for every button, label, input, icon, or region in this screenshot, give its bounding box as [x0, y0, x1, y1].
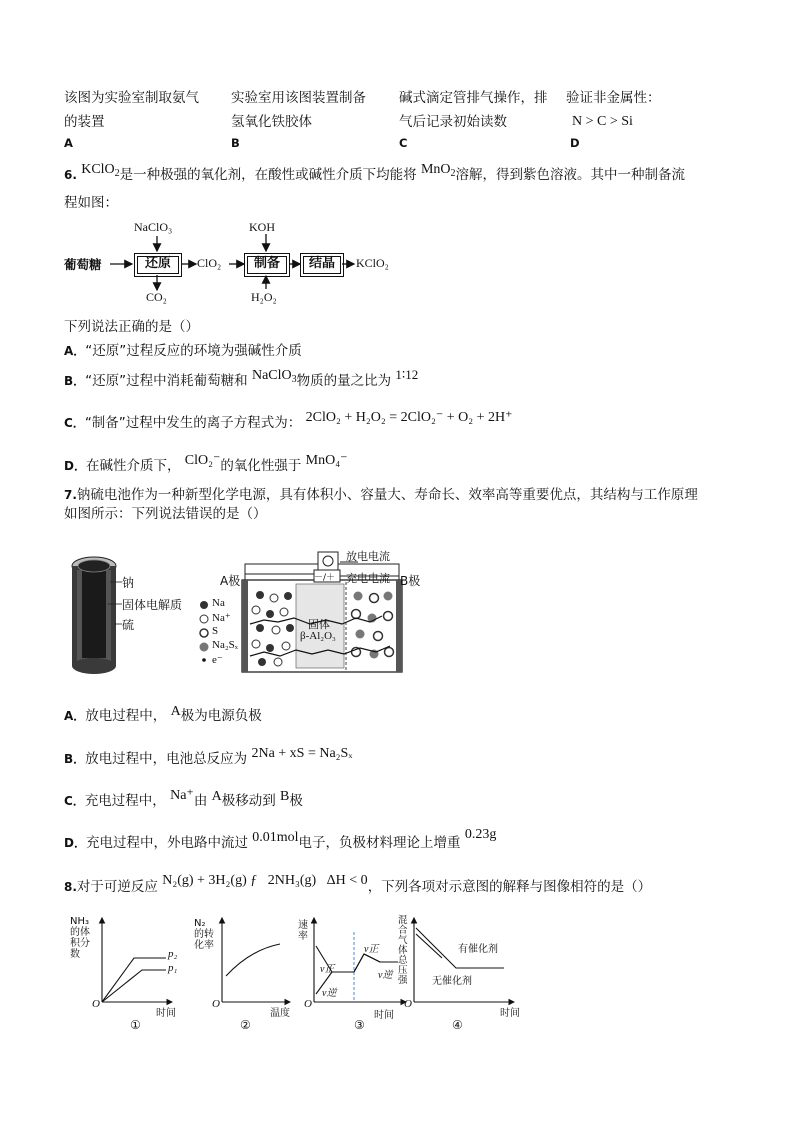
q7-charge-label: 充电电流	[346, 572, 390, 585]
q7-option-c-text4: 极	[289, 793, 303, 809]
q5-option-d-line2: N > C > Si	[572, 114, 633, 129]
q6-flow-mid: ClO₂	[197, 256, 222, 270]
q5-option-d	[566, 86, 736, 150]
q6-flow-step3-label: 结晶	[308, 256, 335, 271]
q8-graph3-caption: ③	[354, 1018, 365, 1032]
q7-label-electrolyte: 固体电解质	[122, 598, 183, 612]
q8-graph3-label-vz1: v正	[320, 964, 335, 975]
q5-option-c	[399, 86, 569, 150]
q7-legend-electron: e⁻	[212, 654, 223, 666]
q6-flow-step1	[134, 253, 182, 277]
q7-legend-na: Na	[212, 597, 225, 609]
q6-flow-end: KClO₂	[356, 256, 389, 270]
q7-legend-na2sx: Na₂Sₓ	[212, 639, 238, 651]
q6-option-d	[64, 455, 348, 478]
q7-label-na: 钠	[122, 576, 135, 590]
q7-option-d-text: 充电过程中，外电路中流过	[85, 835, 248, 851]
q5-option-b-line1: 实验室用该图装置制备	[231, 90, 366, 106]
q8-graph1-caption: ①	[130, 1018, 141, 1032]
q8-graph4-origin: O	[404, 998, 412, 1010]
q6-formula-kclo2-sub: 2	[114, 168, 120, 179]
q8-graph2-xlabel: 温度	[270, 1008, 290, 1019]
q6-option-b-text2: 物质的量之比为	[296, 373, 392, 389]
q8-graphs	[64, 910, 544, 1035]
q6-option-b-label: B．	[64, 374, 86, 388]
q7-option-d	[64, 827, 497, 855]
q6-text-d: 溶解，得到紫色溶液。其中一种制备流	[455, 167, 686, 183]
q6-formula-kclo2	[81, 162, 119, 177]
q7-stem-line2: 如图所示：下列说法错误的是（）	[64, 506, 267, 522]
q8-graph4-xlabel: 时间	[500, 1008, 520, 1019]
q5-option-a-letter: A	[64, 136, 73, 150]
q6-flow-step1-input: NaClO₃	[134, 220, 173, 234]
q7-option-c-sym: Na⁺	[170, 788, 194, 803]
q6-flow-start: 葡萄糖	[64, 257, 102, 272]
q6-option-d-formula: ClO₂⁻	[184, 453, 221, 468]
q6-question: 下列说法正确的是（）	[64, 319, 199, 335]
q6-flowchart	[64, 218, 414, 310]
q5-option-d-letter: D	[570, 136, 580, 150]
q5-option-c-letter: C	[399, 136, 408, 150]
q5-option-a	[64, 86, 229, 150]
q6-flow-step1-label: 还原	[144, 256, 171, 271]
q5-option-c-line1: 碱式滴定管排气操作，排	[399, 90, 548, 106]
q6-option-b-formula-sub: 3	[291, 374, 297, 385]
q6-flow-step3	[300, 253, 344, 277]
q8-graph1-label-p1: p₁	[168, 962, 178, 974]
q8-equation: N₂(g) + 3H₂(g) ƒ 2NH₃(g) ΔH < 0	[162, 873, 368, 888]
q6-option-c	[64, 412, 513, 435]
q6-option-c-equation: 2ClO₂ + H₂O₂ = 2ClO₂⁻ + O₂ + 2H⁺	[305, 410, 513, 425]
q6-option-d-text2: 的氧化性强于	[220, 458, 302, 474]
q7-solid-formula: β-Al₂O₃	[300, 630, 336, 642]
q7-option-a	[64, 705, 262, 728]
q7-discharge-label: 放电电流	[346, 550, 390, 563]
q5-option-a-line1: 该图为实验室制取氨气	[64, 90, 199, 106]
q6-formula-mno2-main: MnO	[420, 162, 451, 177]
q7-option-c-sym2: A	[211, 789, 222, 804]
q7-legend-na-ion: Na⁺	[212, 612, 231, 624]
q7-option-b-text: 放电过程中，电池总反应为	[85, 751, 248, 767]
q8-graph1-origin: O	[92, 998, 100, 1010]
q5-option-b	[231, 86, 401, 150]
q8-graph3-label-vn1: v逆	[322, 988, 337, 999]
q6-option-c-text: “制备”过程中发生的离子方程式为：	[84, 415, 302, 431]
q8-text2: ，下列各项对示意图的解释与图像相符的是（）	[367, 879, 652, 895]
q6-flow-step1-output: CO₂	[146, 290, 167, 304]
q6-option-a-label: A．	[64, 344, 86, 358]
q6-option-d-formula2: MnO₄⁻	[305, 453, 348, 468]
q8-graph4-caption: ④	[452, 1018, 463, 1032]
q6-formula-kclo2-main: KClO	[81, 162, 115, 177]
q7-number: 7.	[64, 488, 77, 502]
q7-option-b-equation: 2Na + xS = Na₂Sₓ	[251, 746, 353, 761]
q8-graph3-ylabel: 速率	[298, 920, 308, 942]
q8-graph1-label-p2: p₂	[168, 948, 178, 960]
q7-option-c-label: C．	[64, 794, 85, 808]
q6-number: 6.	[64, 168, 77, 182]
q7-option-c-sym3: B	[280, 789, 290, 804]
q7-option-b-label: B．	[64, 752, 86, 766]
q8-number: 8.	[64, 880, 77, 894]
q7-pole-b: B极	[400, 574, 421, 588]
q8-graph4-ylabel: 混合气体总压强	[398, 915, 408, 986]
q6-flow-step2-input-top: KOH	[249, 220, 275, 234]
q6-option-d-text: 在碱性介质下，	[85, 458, 181, 474]
q7-solid-label: 固体	[308, 618, 330, 631]
q7-pole-a: A极	[220, 574, 241, 588]
q6-option-b	[64, 367, 419, 397]
q7-figure	[64, 540, 424, 680]
q5-options	[64, 86, 744, 156]
q8-graph4-label-catalyst: 有催化剂	[458, 944, 498, 955]
q7-legend-s: S	[212, 625, 219, 637]
q8-graph3-label-vz2: v正	[364, 944, 379, 955]
q5-option-d-line1: 验证非金属性：	[566, 90, 661, 106]
q8-graph2-caption: ②	[240, 1018, 251, 1032]
q8-graph3-origin: O	[304, 998, 312, 1010]
q6-flow-step2-label: 制备	[253, 256, 280, 271]
q8-graph3-xlabel: 时间	[374, 1010, 394, 1021]
q6-option-a	[64, 340, 302, 362]
q7-option-d-sym: 0.01mol	[252, 830, 299, 845]
q5-option-b-line2: 氢氧化铁胶体	[231, 114, 312, 130]
q6-stem-line1	[64, 164, 744, 191]
q7-option-c-text2: 由	[193, 793, 208, 809]
q6-formula-mno2	[421, 162, 456, 177]
q6-option-a-text: “还原”过程反应的环境为强碱性介质	[85, 343, 302, 359]
q6-option-d-label: D．	[64, 459, 86, 473]
q8-graph2-origin: O	[212, 998, 220, 1010]
q6-option-b-formula	[252, 368, 297, 383]
q6-option-b-ratio: 1∶12	[395, 367, 419, 382]
q7-option-c-text3: 极移动到	[221, 793, 276, 809]
q7-option-b	[64, 748, 352, 771]
q6-flow-step2-input-bottom: H₂O₂	[251, 290, 277, 304]
q7-option-d-sym2: 0.23g	[464, 827, 497, 842]
q8-graph4-label-nocatalyst: 无催化剂	[432, 976, 472, 987]
q5-option-b-letter: B	[231, 136, 240, 150]
q8-graph1-xlabel: 时间	[156, 1008, 176, 1019]
q7-option-d-label: D．	[64, 836, 86, 850]
q6-option-b-formula-main: NaClO	[251, 368, 292, 383]
q7-option-a-sym: A	[170, 704, 181, 719]
q6-flow-step2	[244, 253, 290, 277]
q6-option-b-text: “还原”过程中消耗葡萄糖和	[85, 373, 248, 389]
q6-stem-line2: 程如图：	[64, 195, 118, 211]
q7-switch-label: －/＋	[314, 573, 336, 583]
q6-option-c-label: C．	[64, 416, 85, 430]
q7-option-d-text2: 电子，负极材料理论上增重	[298, 835, 461, 851]
q7-option-c-text: 充电过程中，	[84, 793, 166, 809]
q6-formula-mno2-sub: 2	[450, 168, 456, 179]
q6-text-b: 是一种极强的氧化剂，在酸性或碱性介质下均能将	[119, 167, 417, 183]
q7-option-c	[64, 790, 303, 813]
q7-label-s: 硫	[122, 618, 135, 632]
q7-option-a-text: 放电过程中，	[85, 708, 167, 724]
q5-option-c-line2: 气后记录初始读数	[399, 114, 507, 130]
q8-graph3-label-vn2: v逆	[378, 970, 393, 981]
q7-option-a-label: A．	[64, 709, 86, 723]
q7-line1-text: 钠硫电池作为一种新型化学电源，具有体积小、容量大、寿命长、效率高等重要优点，其结构与工作原理	[76, 487, 698, 503]
q5-option-a-line2: 的装置	[64, 114, 105, 130]
q8-graph2-ylabel: N₂的转化率	[194, 918, 214, 951]
q7-option-a-text2: 极为电源负极	[180, 708, 262, 724]
q8-text: 对于可逆反应	[76, 879, 158, 895]
q8-graph1-ylabel: NH₃的体积分数	[70, 916, 90, 960]
q8-stem	[64, 873, 764, 899]
